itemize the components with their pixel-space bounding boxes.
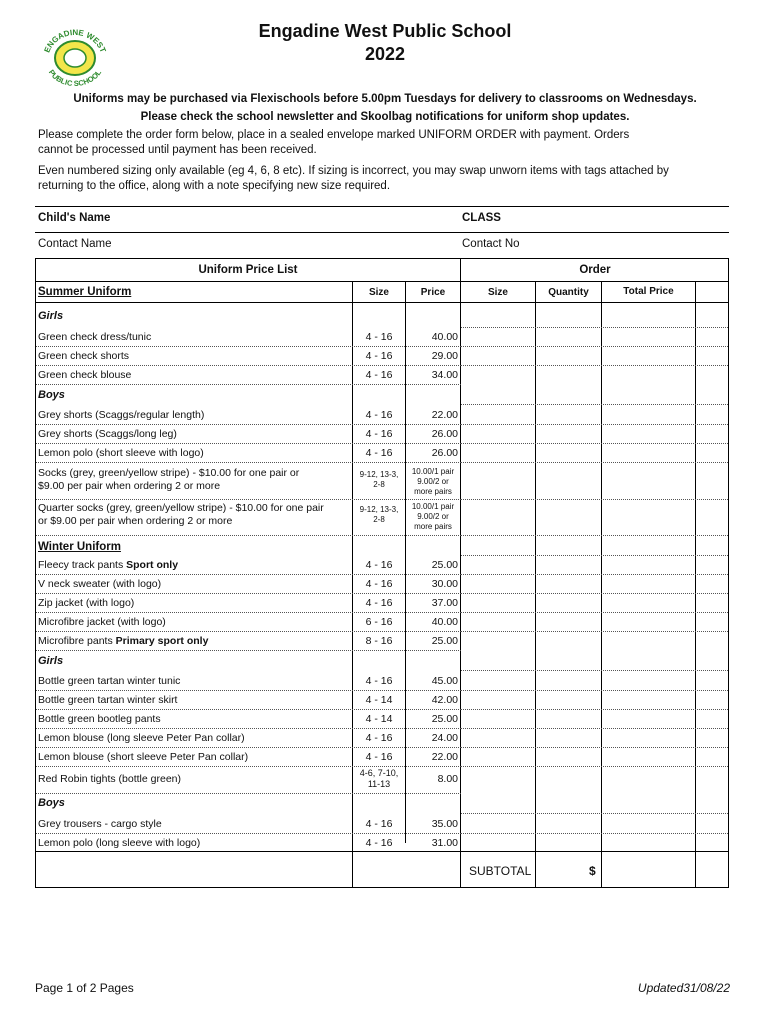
divider <box>36 851 728 852</box>
dollar-sign: $ <box>589 864 596 878</box>
logo-text-bottom: PUBLIC SCHOOL <box>46 68 104 86</box>
logo-text-top: ENGADINE WEST <box>42 27 108 54</box>
child-name-label: Child's Name <box>38 212 111 224</box>
divider <box>535 281 536 887</box>
divider <box>35 232 729 233</box>
price-list-title: Uniform Price List <box>198 264 298 276</box>
girls-heading: Girls <box>38 310 64 322</box>
price-header: Price <box>420 287 446 298</box>
boys-heading: Boys <box>38 389 65 401</box>
divider <box>35 206 729 207</box>
size-header: Size <box>368 287 389 298</box>
divider <box>695 281 696 887</box>
notice-line-2: Please check the school newsletter and Skoolbag notifications for uniform shop updates. <box>140 111 630 123</box>
year-title: 2022 <box>364 44 406 64</box>
winter-girls-heading: Girls <box>38 655 64 667</box>
subtotal-label: SUBTOTAL <box>469 864 532 878</box>
instructions-para-1: Please complete the order form below, place in a sealed envelope marked UNIFORM ORDER with payment. Orders cannot be processed until payment has been received. <box>38 129 630 156</box>
notice-line-1: Uniforms may be purchased via Flexischools before 5.00pm Tuesdays for delivery to classrooms on Wednesdays. <box>73 93 697 105</box>
contact-no-label: Contact No <box>462 238 520 250</box>
winter-uniform-heading: Winter Uniform <box>38 541 121 553</box>
divider <box>36 281 728 282</box>
quantity-header: Quantity <box>548 287 589 298</box>
order-table: Uniform Price List Order Summer Uniform Size Price Size Quantity Total Price Girls Green check dress/tunic 4 - 16 40.00 Green check shorts 4 - 16 29.00 Green check blouse 4 - 16 34.00 Boys Grey shorts (Scaggs/regular length) 4 - 16 22.00 Grey shorts (Scaggs/long leg) 4 - 16 26.00 Lemon polo (short sleeve with logo) 4 - 16 26.00 Socks (grey, green/yellow stripe) - $10.00 for one pair or $9.00 per pair when ordering 2 or more 9-12, 13-3, 2-8 10.00/1 pair 9.00/2 or more pairs Quarter socks (grey, green/yellow stripe) - $10.00 for one pair or $9.00 per pair when ordering 2 or more 9-12, 13-3, 2-8 10.00/1 pair 9.00/2 or more pairs Winter Uniform Fleecy track pants Sport only 4 - 16 25.00 V neck sweater (with logo) 4 - 16 30.00 Zip jacket (with logo) 4 - 16 37.00 Microfibre jacket (with logo) 6 - 16 40.00 Microfibre pants Primary sport only 8 - 16 25.00 Girls Bottle green tartan winter tunic 4 - 16 45.00 Bottle green tartan winter skirt 4 - 14 42.00 Bottle green bootleg pants 4 - 14 25.00 Lemon blouse (long sleeve Peter Pan collar) 4 - 16 24.00 Lemon blouse (short sleeve Peter Pan collar) 4 - 16 22.00 Red Robin tights (bottle green) 4-6, 7-10, 11-13 8.00 Boys Grey trousers - cargo style 4 - 16 35.00 Lemon polo (long sleeve with logo) 4 - 16 31.00 SUBTOTAL $ <box>35 258 729 888</box>
order-size-header: Size <box>487 287 508 298</box>
updated-date: Updated31/08/22 <box>637 981 730 995</box>
school-title: Engadine West Public School <box>258 21 512 41</box>
winter-boys-heading: Boys <box>38 797 65 809</box>
instructions-para-2: Even numbered sizing only available (eg 4, 6, 8 etc). If sizing is incorrect, you may swap unworn items with tags attached by returning to the office, along with a note specifying new size required. <box>38 165 669 192</box>
class-label: CLASS <box>462 212 501 224</box>
divider <box>601 281 602 887</box>
order-title: Order <box>579 264 611 276</box>
total-price-header: Total Price <box>623 286 674 297</box>
page-number: Page 1 of 2 Pages <box>35 981 134 995</box>
contact-name-label: Contact Name <box>38 238 112 250</box>
summer-uniform-heading: Summer Uniform <box>38 286 132 298</box>
divider <box>36 302 728 303</box>
